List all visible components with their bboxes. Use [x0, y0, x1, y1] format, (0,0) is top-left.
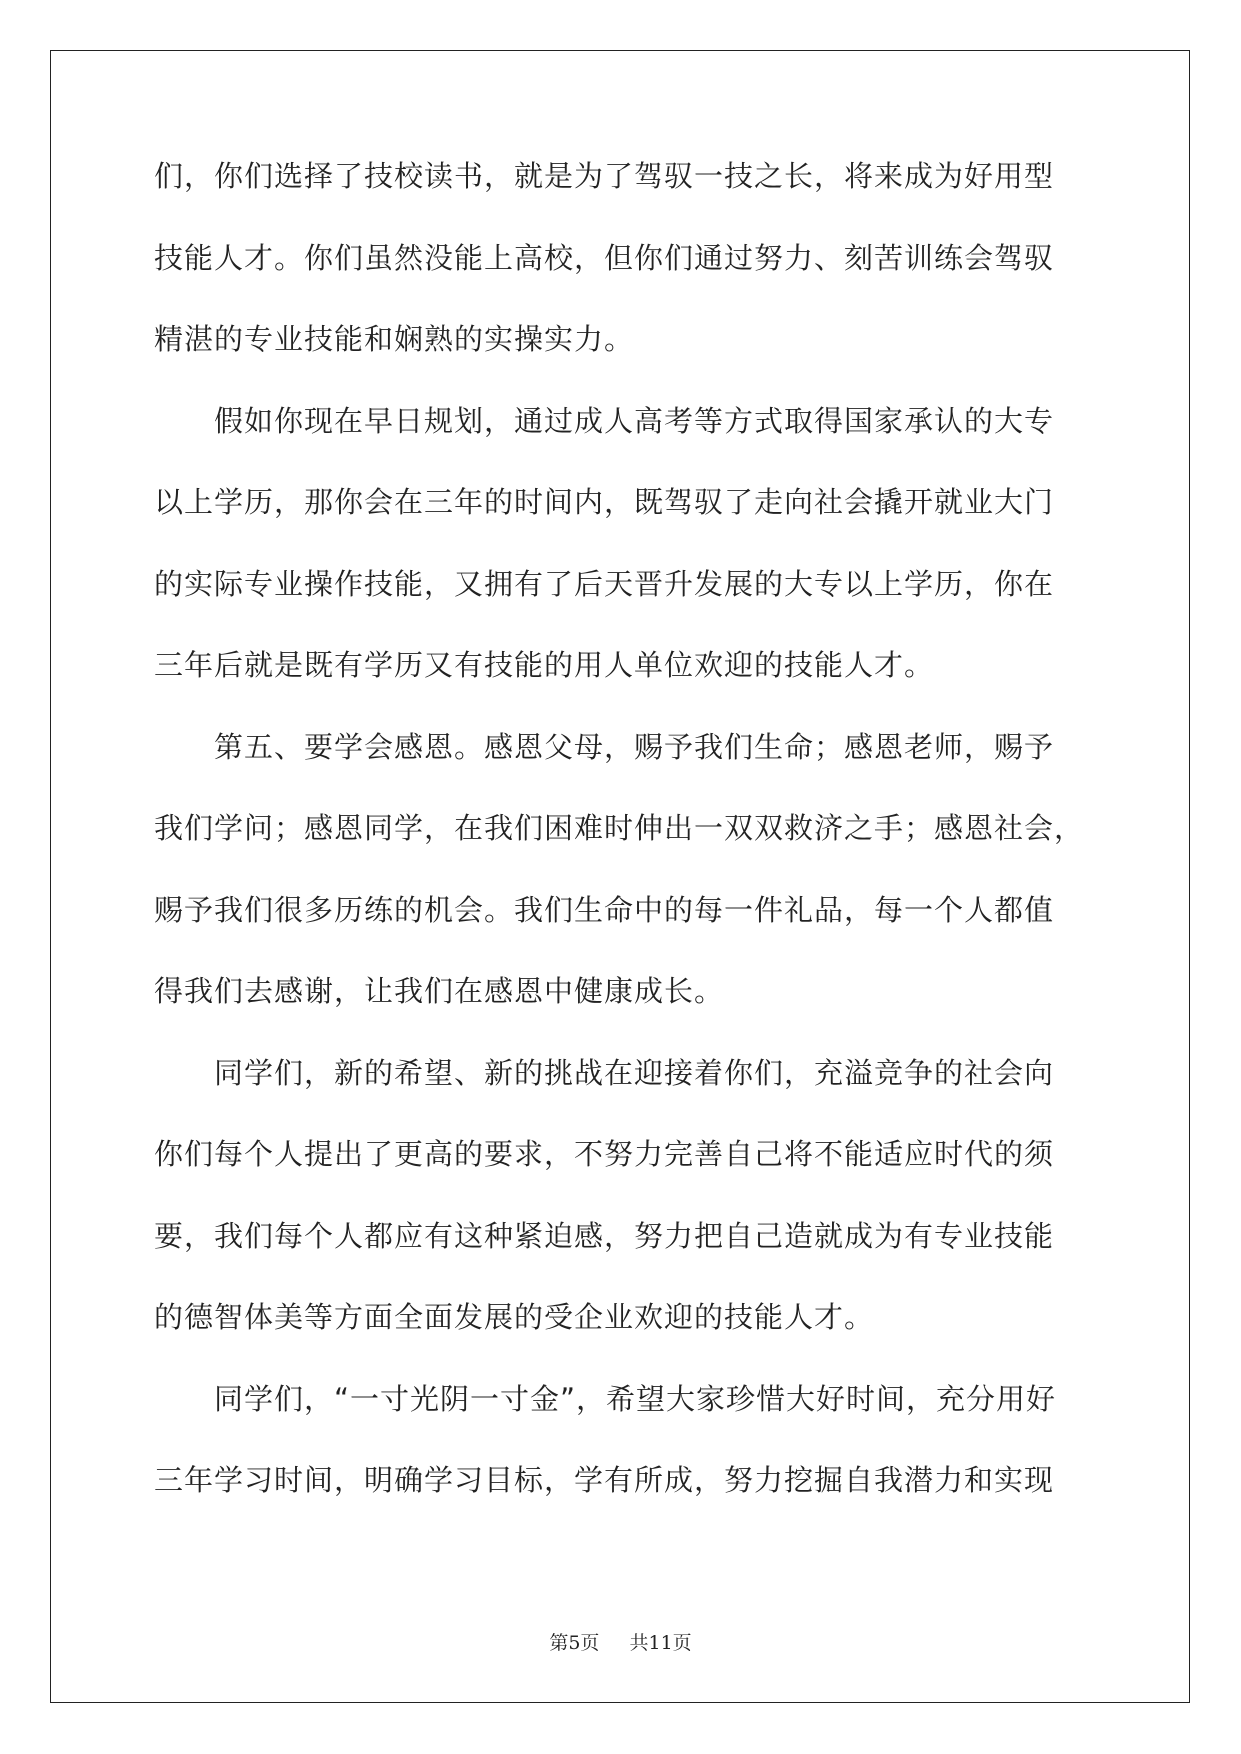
text-line: 们，你们选择了技校读书，就是为了驾驭一技之长，将来成为好用型 — [154, 159, 1055, 193]
text-line: 得我们去感谢，让我们在感恩中健康成长。 — [154, 974, 725, 1008]
page-number: 第5页 — [549, 1632, 600, 1654]
text-line: 赐予我们很多历练的机会。我们生命中的每一件礼品，每一个人都值 — [154, 892, 1055, 927]
page-total: 共11页 — [629, 1632, 692, 1654]
text-line: 我们学问；感恩同学，在我们困难时伸出一双双救济之手；感恩社会， — [154, 811, 1085, 845]
text-line: 要，我们每个人都应有这种紧迫感，努力把自己造就成为有专业技能 — [154, 1218, 1055, 1253]
text-line: 技能人才。你们虽然没能上高校，但你们通过努力、刻苦训练会驾驭 — [154, 240, 1055, 275]
text-line: 第五、要学会感恩。感恩父母，赐予我们生命；感恩老师，赐予 — [154, 729, 1055, 764]
text-line: 同学们，“一寸光阴一寸金”，希望大家珍惜大好时间，充分用好 — [154, 1381, 1057, 1416]
text-line: 以上学历，那你会在三年的时间内，既驾驭了走向社会撬开就业大门 — [154, 485, 1055, 519]
text-line: 的德智体美等方面全面发展的受企业欢迎的技能人才。 — [154, 1300, 875, 1334]
text-line: 的实际专业操作技能，又拥有了后天晋升发展的大专以上学历，你在 — [154, 566, 1055, 601]
text-line: 精湛的专业技能和娴熟的实操实力。 — [154, 322, 635, 356]
text-line: 三年学习时间，明确学习目标，学有所成，努力挖掘自我潜力和实现 — [154, 1463, 1055, 1497]
text-line: 假如你现在早日规划，通过成人高考等方式取得国家承认的大专 — [154, 403, 1055, 438]
document-body — [154, 160, 1094, 1546]
text-line: 三年后就是既有学历又有技能的用人单位欢迎的技能人才。 — [154, 648, 935, 682]
text-line: 同学们，新的希望、新的挑战在迎接着你们，充溢竞争的社会向 — [154, 1055, 1055, 1090]
text-line: 你们每个人提出了更高的要求，不努力完善自己将不能适应时代的须 — [154, 1137, 1055, 1171]
page-footer — [0, 1628, 1241, 1655]
